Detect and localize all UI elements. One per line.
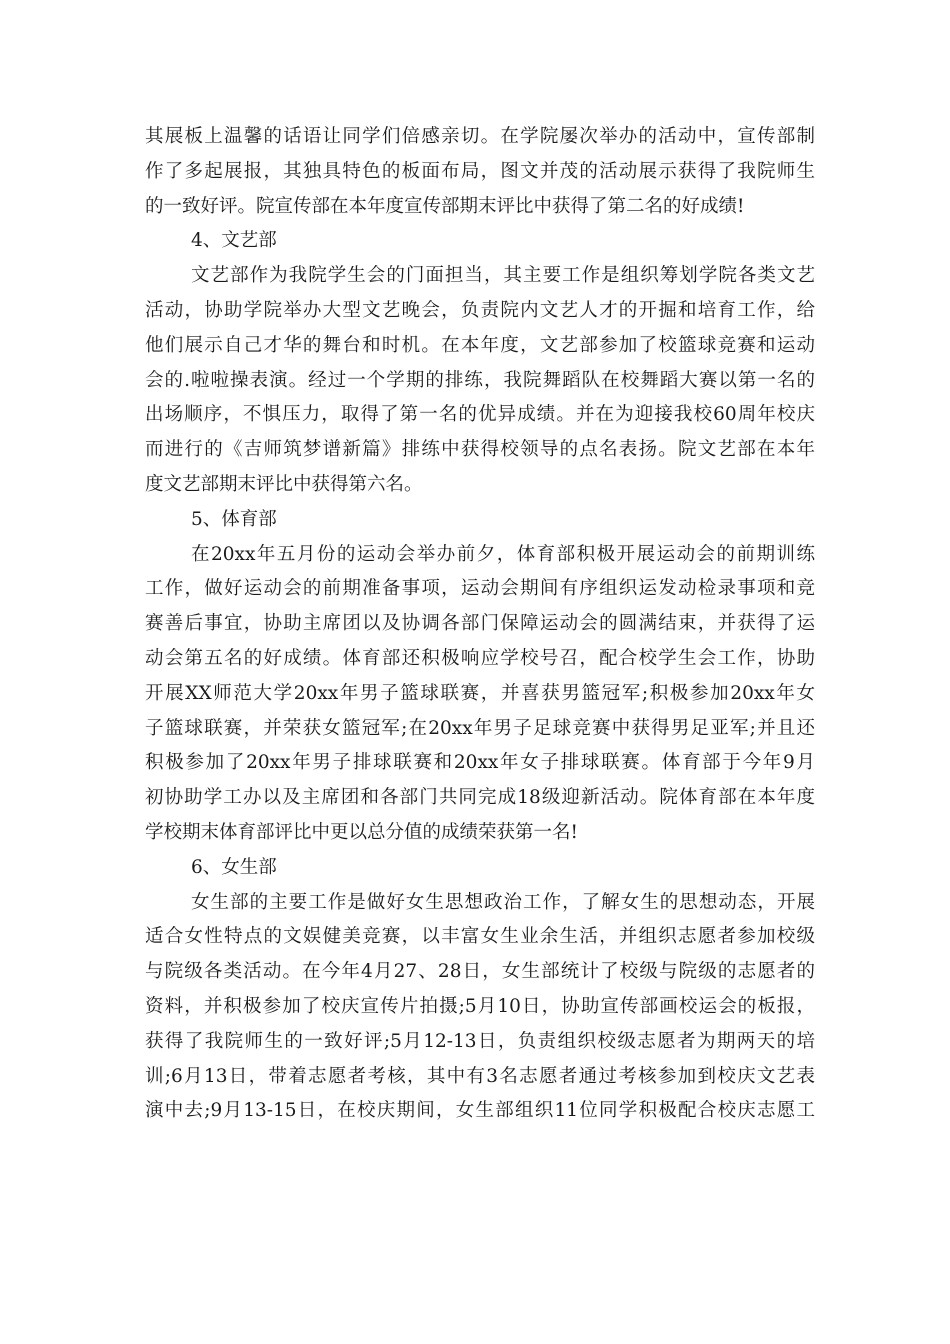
text-line: 动会第五名的好成绩。体育部还积极响应学校号召，配合校学生会工作，协助 [145, 647, 815, 669]
text-line: 活动，协助学院举办大型文艺晚会，负责院内文艺人才的开掘和培育工作，给 [145, 299, 815, 321]
text-line: 积极参加了20xx年男子排球联赛和20xx年女子排球联赛。体育部于今年9月 [145, 752, 815, 774]
section-heading: 4、文艺部 [191, 230, 277, 252]
text-line: 工作，做好运动会的前期准备事项，运动会期间有序组织运发动检录事项和竞 [145, 578, 815, 600]
text-line: 初协助学工办以及主席团和各部门共同完成18级迎新活动。院体育部在本年度 [145, 787, 815, 809]
text-line: 与院级各类活动。在今年4月27、28日，女生部统计了校级与院级的志愿者的 [145, 961, 815, 983]
text-line: 文艺部作为我院学生会的门面担当，其主要工作是组织筹划学院各类文艺 [191, 265, 815, 287]
section-heading: 5、体育部 [191, 508, 277, 530]
text-line: 在20xx年五月份的运动会举办前夕，体育部积极开展运动会的前期训练 [191, 543, 815, 565]
text-line: 作了多起展报，其独具特色的板面布局，图文并茂的活动展示获得了我院师生 [145, 160, 815, 182]
text-line: 的一致好评。院宣传部在本年度宣传部期末评比中获得了第二名的好成绩! [145, 195, 745, 217]
section-heading: 6、女生部 [191, 856, 277, 878]
text-line: 适合女性特点的文娱健美竞赛，以丰富女生业余生活，并组织志愿者参加校级 [145, 926, 815, 948]
text-line: 度文艺部期末评比中获得第六名。 [145, 473, 423, 495]
text-line: 获得了我院师生的一致好评;5月12-13日，负责组织校级志愿者为期两天的培 [145, 1030, 815, 1052]
text-line: 训;6月13日，带着志愿者考核，其中有3名志愿者通过考核参加到校庆文艺表 [145, 1065, 815, 1087]
text-line: 资料，并积极参加了校庆宣传片拍摄;5月10日，协助宣传部画校运会的板报， [145, 995, 815, 1017]
text-line: 出场顺序，不惧压力，取得了第一名的优异成绩。并在为迎接我校60周年校庆 [145, 404, 815, 426]
text-line: 其展板上温馨的话语让同学们倍感亲切。在学院屡次举办的活动中，宣传部制 [145, 126, 815, 147]
text-line: 赛善后事宜，协助主席团以及协调各部门保障运动会的圆满结束，并获得了运 [145, 613, 815, 635]
text-line: 演中去;9月13-15日，在校庆期间，女生部组织11位同学积极配合校庆志愿工 [145, 1100, 815, 1122]
text-line: 而进行的《吉师筑梦谱新篇》排练中获得校领导的点名表扬。院文艺部在本年 [145, 439, 815, 461]
text-line: 开展XX师范大学20xx年男子篮球联赛，并喜获男篮冠军;积极参加20xx年女 [145, 682, 815, 704]
text-line: 女生部的主要工作是做好女生思想政治工作，了解女生的思想动态，开展 [191, 891, 815, 913]
text-line: 会的.啦啦操表演。经过一个学期的排练，我院舞蹈队在校舞蹈大赛以第一名的 [145, 369, 815, 391]
text-line: 子篮球联赛，并荣获女篮冠军;在20xx年男子足球竞赛中获得男足亚军;并且还 [145, 717, 815, 739]
text-line: 学校期末体育部评比中更以总分值的成绩荣获第一名! [145, 821, 578, 843]
body-text [145, 120, 815, 1129]
text-line: 他们展示自己才华的舞台和时机。在本年度，文艺部参加了校篮球竞赛和运动 [145, 334, 815, 356]
